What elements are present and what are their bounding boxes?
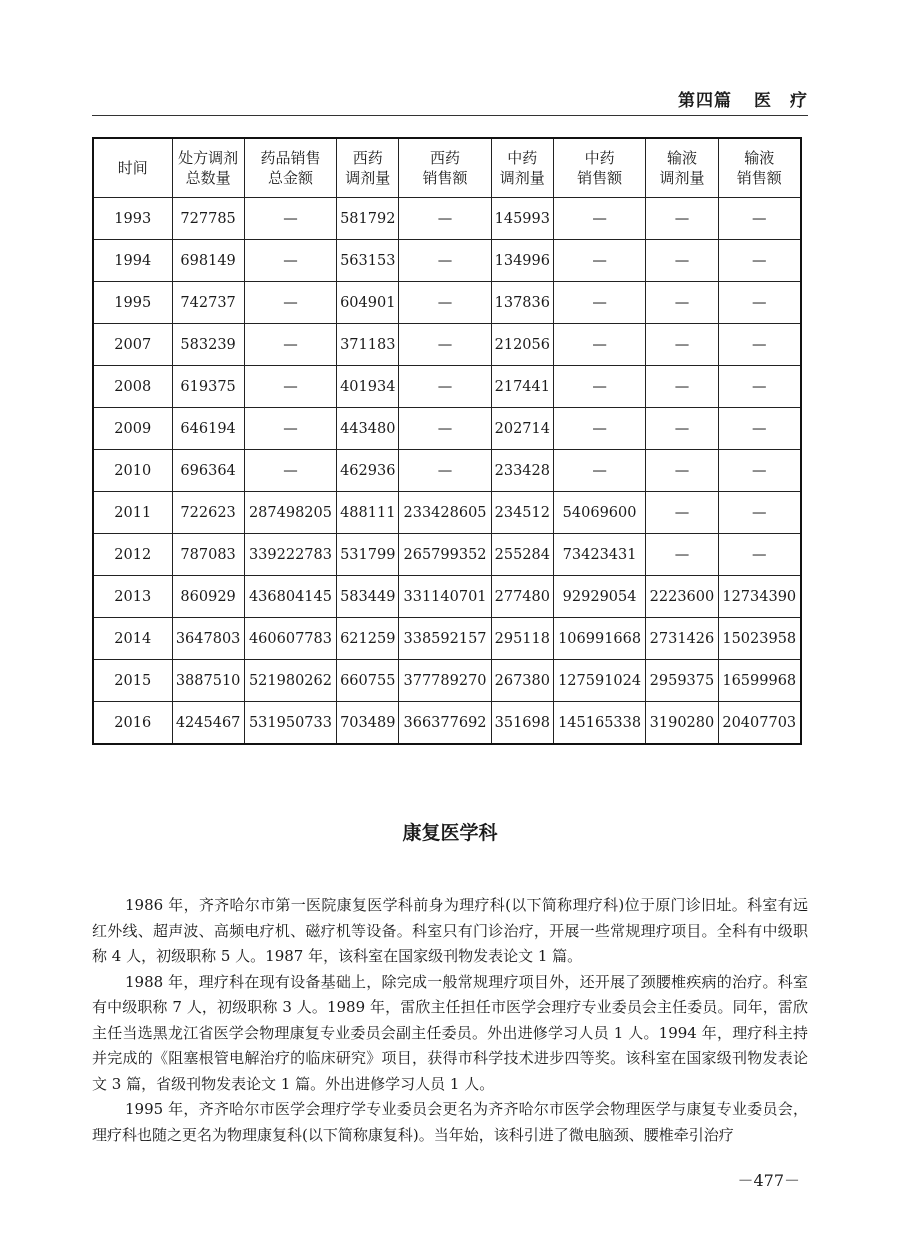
running-head-chapter: 医 疗: [754, 91, 808, 111]
column-header-line: 西药: [430, 149, 461, 167]
table-cell: 106991668: [553, 618, 646, 660]
table-cell: 2959375: [646, 660, 718, 702]
table-row: [93, 618, 801, 660]
table-cell: 20407703: [718, 702, 801, 745]
table-cell: 54069600: [553, 492, 646, 534]
column-header-line: 调剂量: [345, 169, 391, 187]
table-cell: —: [244, 240, 337, 282]
table-cell: 366377692: [399, 702, 492, 745]
table-cell: —: [718, 282, 801, 324]
table-cell: 460607783: [244, 618, 337, 660]
year-cell: 1993: [93, 198, 172, 240]
column-header: [244, 138, 337, 198]
header-rule: [92, 115, 808, 116]
table-cell: 73423431: [553, 534, 646, 576]
table-cell: 137836: [491, 282, 553, 324]
column-header-line: 西药: [352, 149, 383, 167]
table-cell: 377789270: [399, 660, 492, 702]
table-cell: 202714: [491, 408, 553, 450]
page-number: －477－: [737, 1171, 800, 1190]
table-cell: 787083: [172, 534, 244, 576]
column-header-line: 调剂量: [659, 169, 705, 187]
column-header-line: 处方调剂: [178, 149, 239, 167]
table-cell: 217441: [491, 366, 553, 408]
table-cell: —: [399, 240, 492, 282]
column-header-line: 输液: [744, 149, 775, 167]
table-cell: 722623: [172, 492, 244, 534]
table-cell: 443480: [337, 408, 399, 450]
table-row: [93, 366, 801, 408]
column-header-line: 总金额: [267, 169, 313, 187]
table-cell: 277480: [491, 576, 553, 618]
table-cell: —: [553, 198, 646, 240]
column-header-line: 中药: [584, 149, 615, 167]
table-cell: 646194: [172, 408, 244, 450]
table-cell: 3190280: [646, 702, 718, 745]
column-header: [337, 138, 399, 198]
table-row: [93, 240, 801, 282]
table-cell: —: [244, 450, 337, 492]
table-cell: 462936: [337, 450, 399, 492]
table-cell: 488111: [337, 492, 399, 534]
table-cell: 3647803: [172, 618, 244, 660]
table-cell: —: [553, 324, 646, 366]
table-cell: —: [553, 282, 646, 324]
table-cell: —: [646, 450, 718, 492]
table-cell: —: [718, 366, 801, 408]
table-cell: 583449: [337, 576, 399, 618]
table-cell: 742737: [172, 282, 244, 324]
table-cell: 660755: [337, 660, 399, 702]
column-header: [553, 138, 646, 198]
column-header: [172, 138, 244, 198]
table-cell: 531799: [337, 534, 399, 576]
column-header-line: 调剂量: [499, 169, 545, 187]
column-header: [491, 138, 553, 198]
paragraph: 1986 年，齐齐哈尔市第一医院康复医学科前身为理疗科(以下简称理疗科)位于原门诊旧址。科室有远红外线、超声波、高频电疗机、磁疗机等设备。科室只有门诊治疗，开展一些常规理疗项目。全科有中级职称 4 人，初级职称 5 人。1987 年，该科室在国家级刊物发表论文 1 篇。: [92, 896, 808, 965]
table-cell: 860929: [172, 576, 244, 618]
year-cell: 2014: [93, 618, 172, 660]
table-cell: 696364: [172, 450, 244, 492]
table-cell: —: [244, 282, 337, 324]
table-row: [93, 534, 801, 576]
table-cell: 127591024: [553, 660, 646, 702]
paragraph: 1995 年，齐齐哈尔市医学会理疗学专业委员会更名为齐齐哈尔市医学会物理医学与康复专业委员会，理疗科也随之更名为物理康复科(以下简称康复科)。当年始，该科引进了微电脑颈、腰椎牵引治疗: [92, 1100, 808, 1144]
table-cell: 145993: [491, 198, 553, 240]
column-header: [399, 138, 492, 198]
column-header-line: 中药: [507, 149, 538, 167]
column-header-line: 药品销售: [260, 149, 321, 167]
table-cell: 619375: [172, 366, 244, 408]
table-cell: —: [646, 408, 718, 450]
table-cell: 15023958: [718, 618, 801, 660]
table-cell: 621259: [337, 618, 399, 660]
table-cell: 295118: [491, 618, 553, 660]
table-cell: 727785: [172, 198, 244, 240]
table-cell: —: [399, 324, 492, 366]
table-cell: —: [553, 366, 646, 408]
table-cell: 212056: [491, 324, 553, 366]
paragraph: 1988 年，理疗科在现有设备基础上，除完成一般常规理疗项目外，还开展了颈腰椎疾病的治疗。科室有中级职称 7 人，初级职称 3 人。1989 年，雷欣主任担任市医学会理疗专业委员会主任委员。同年，雷欣主任当选黑龙江省医学会物理康复专业委员会副主任委员。外出进修学习人员 1 人。1994 年，理疗科主持并完成的《阻塞根管电解治疗的临床研究》项目，获得市科学技术进步四等奖。该科室在国家级刊物发表论文 3 篇，省级刊物发表论文 1 篇。外出进修学习人员 1 人。: [92, 972, 808, 1093]
table-cell: 521980262: [244, 660, 337, 702]
table-row: [93, 324, 801, 366]
table-row: [93, 702, 801, 745]
table-cell: —: [399, 450, 492, 492]
table-cell: 234512: [491, 492, 553, 534]
table-row: [93, 660, 801, 702]
table-cell: —: [718, 324, 801, 366]
table-cell: —: [244, 198, 337, 240]
table-cell: 401934: [337, 366, 399, 408]
column-header: [93, 138, 172, 198]
pharmacy-statistics-table: [92, 137, 802, 745]
table-row: [93, 282, 801, 324]
table-cell: —: [399, 366, 492, 408]
table-cell: 92929054: [553, 576, 646, 618]
column-header-line: 销售额: [736, 169, 782, 187]
table-cell: —: [399, 198, 492, 240]
table-cell: 12734390: [718, 576, 801, 618]
table-cell: 265799352: [399, 534, 492, 576]
table-cell: 2223600: [646, 576, 718, 618]
table-cell: —: [646, 240, 718, 282]
table-cell: 331140701: [399, 576, 492, 618]
table-cell: —: [646, 366, 718, 408]
year-cell: 2015: [93, 660, 172, 702]
table-cell: 351698: [491, 702, 553, 745]
table-row: [93, 492, 801, 534]
table-cell: 267380: [491, 660, 553, 702]
running-head: [92, 86, 808, 111]
table-cell: 233428605: [399, 492, 492, 534]
table-cell: —: [718, 408, 801, 450]
year-cell: 2009: [93, 408, 172, 450]
table-cell: 233428: [491, 450, 553, 492]
section-title: 康复医学科: [402, 822, 498, 844]
table-row: [93, 576, 801, 618]
table-cell: —: [244, 408, 337, 450]
table-cell: 16599968: [718, 660, 801, 702]
table-cell: —: [399, 282, 492, 324]
column-header-line: 总数量: [185, 169, 231, 187]
table-cell: 703489: [337, 702, 399, 745]
table-cell: —: [646, 282, 718, 324]
table-cell: —: [646, 534, 718, 576]
table-cell: 255284: [491, 534, 553, 576]
table-cell: —: [718, 198, 801, 240]
table-row: [93, 198, 801, 240]
table-cell: 604901: [337, 282, 399, 324]
year-cell: 2008: [93, 366, 172, 408]
table-cell: —: [646, 492, 718, 534]
table-header-row: [93, 138, 801, 198]
table-cell: 531950733: [244, 702, 337, 745]
table-cell: 134996: [491, 240, 553, 282]
column-header: [646, 138, 718, 198]
column-header: [718, 138, 801, 198]
year-cell: 2012: [93, 534, 172, 576]
column-header-line: 输液: [666, 149, 697, 167]
table-cell: 583239: [172, 324, 244, 366]
table-cell: 145165338: [553, 702, 646, 745]
table-cell: 2731426: [646, 618, 718, 660]
year-cell: 2011: [93, 492, 172, 534]
table-cell: —: [718, 240, 801, 282]
table-cell: —: [646, 198, 718, 240]
column-header-line: 销售额: [422, 169, 468, 187]
table-cell: —: [244, 366, 337, 408]
table-row: [93, 450, 801, 492]
table-cell: 436804145: [244, 576, 337, 618]
table-cell: —: [646, 324, 718, 366]
table-cell: 371183: [337, 324, 399, 366]
table-cell: 287498205: [244, 492, 337, 534]
running-head-part: 第四篇: [678, 91, 732, 111]
table-cell: —: [399, 408, 492, 450]
table-cell: —: [244, 324, 337, 366]
year-cell: 1994: [93, 240, 172, 282]
table-row: [93, 408, 801, 450]
table-cell: 563153: [337, 240, 399, 282]
year-cell: 2007: [93, 324, 172, 366]
table-cell: —: [553, 450, 646, 492]
table-cell: 581792: [337, 198, 399, 240]
section-body: [92, 893, 808, 1148]
table-cell: —: [718, 492, 801, 534]
table-cell: —: [553, 240, 646, 282]
table-cell: —: [553, 408, 646, 450]
table-cell: 4245467: [172, 702, 244, 745]
year-cell: 1995: [93, 282, 172, 324]
year-cell: 2010: [93, 450, 172, 492]
table-cell: —: [718, 450, 801, 492]
table-cell: 698149: [172, 240, 244, 282]
table-cell: —: [718, 534, 801, 576]
year-cell: 2016: [93, 702, 172, 745]
table-cell: 3887510: [172, 660, 244, 702]
table-cell: 339222783: [244, 534, 337, 576]
year-cell: 2013: [93, 576, 172, 618]
table-body: [93, 198, 801, 745]
column-header-line: 时间: [117, 159, 148, 177]
column-header-line: 销售额: [577, 169, 623, 187]
table-cell: 338592157: [399, 618, 492, 660]
